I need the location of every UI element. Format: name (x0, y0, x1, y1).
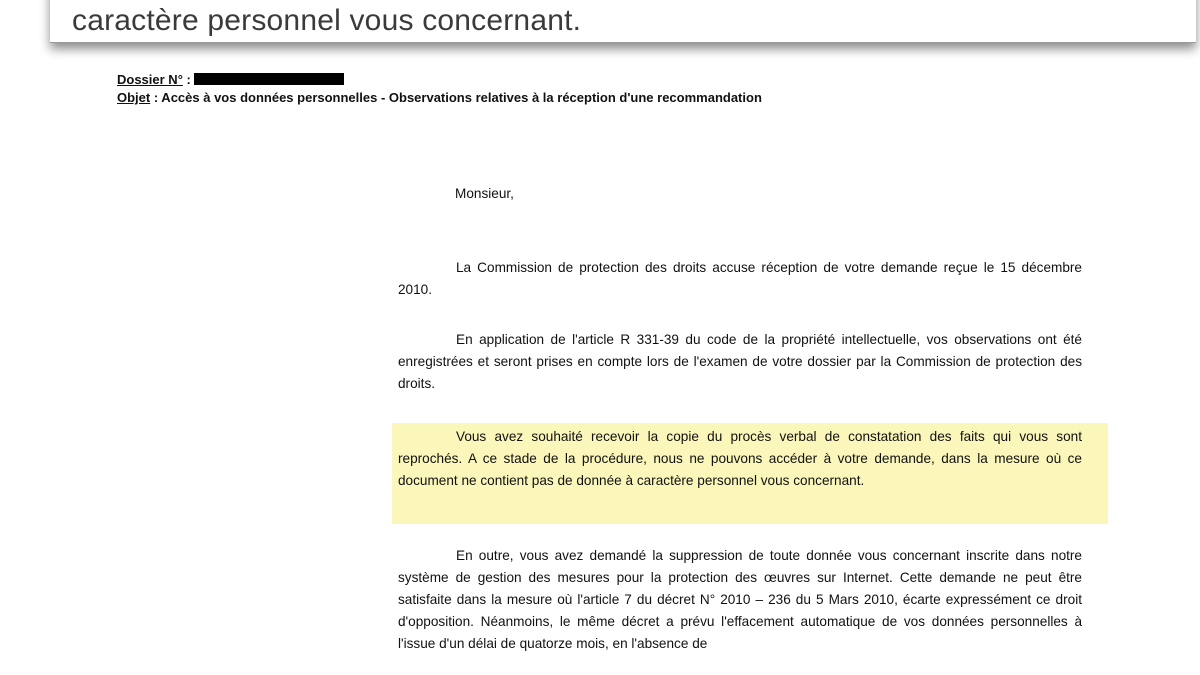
objet-label: Objet (117, 90, 151, 105)
salutation: Monsieur, (455, 186, 514, 201)
paragraph-4 (398, 545, 1082, 655)
callout-text: caractère personnel vous concernant. (72, 4, 582, 37)
zoom-callout (50, 0, 1196, 43)
paragraph-3 (398, 426, 1082, 492)
paragraph-1-text: La Commission de protection des droits accuse réception de votre demande reçue le 15 décembre 2010. (398, 260, 1082, 297)
dossier-separator: : (182, 72, 191, 87)
paragraph-3-text: Vous avez souhaité recevoir la copie du procès verbal de constatation des faits qui vous sont reprochés. A ce stade de la procédure, nous ne pouvons accéder à votre demande, dans la mesure où ce document ne contient pas de donnée à caractère personnel vous concernant. (398, 429, 1082, 488)
dossier-label: Dossier N° (117, 72, 183, 87)
letter-header (117, 72, 762, 108)
redaction-bar (194, 73, 344, 85)
dossier-line (117, 72, 762, 90)
objet-line (117, 90, 762, 108)
paragraph-2 (398, 329, 1082, 395)
objet-text: : Accès à vos données personnelles - Observations relatives à la réception d'une recommandation (150, 90, 762, 105)
paragraph-1 (398, 257, 1082, 301)
paragraph-4-text: En outre, vous avez demandé la suppression de toute donnée vous concernant inscrite dans notre système de gestion des mesures pour la protection des œuvres sur Internet. Cette demande ne peut être satisfaite dans la mesure où l'article 7 du décret N° 2010 – 236 du 5 Mars 2010, écarte expressément ce droit d'opposition. Néanmoins, le même décret a prévu l'effacement automatique de vos données personnelles à l'issue d'un délai de quatorze mois, en l'absence de (398, 548, 1082, 651)
paragraph-2-text: En application de l'article R 331-39 du code de la propriété intellectuelle, vos observations ont été enregistrées et seront prises en compte lors de l'examen de votre dossier par la Commission de protection des droits. (398, 332, 1082, 391)
